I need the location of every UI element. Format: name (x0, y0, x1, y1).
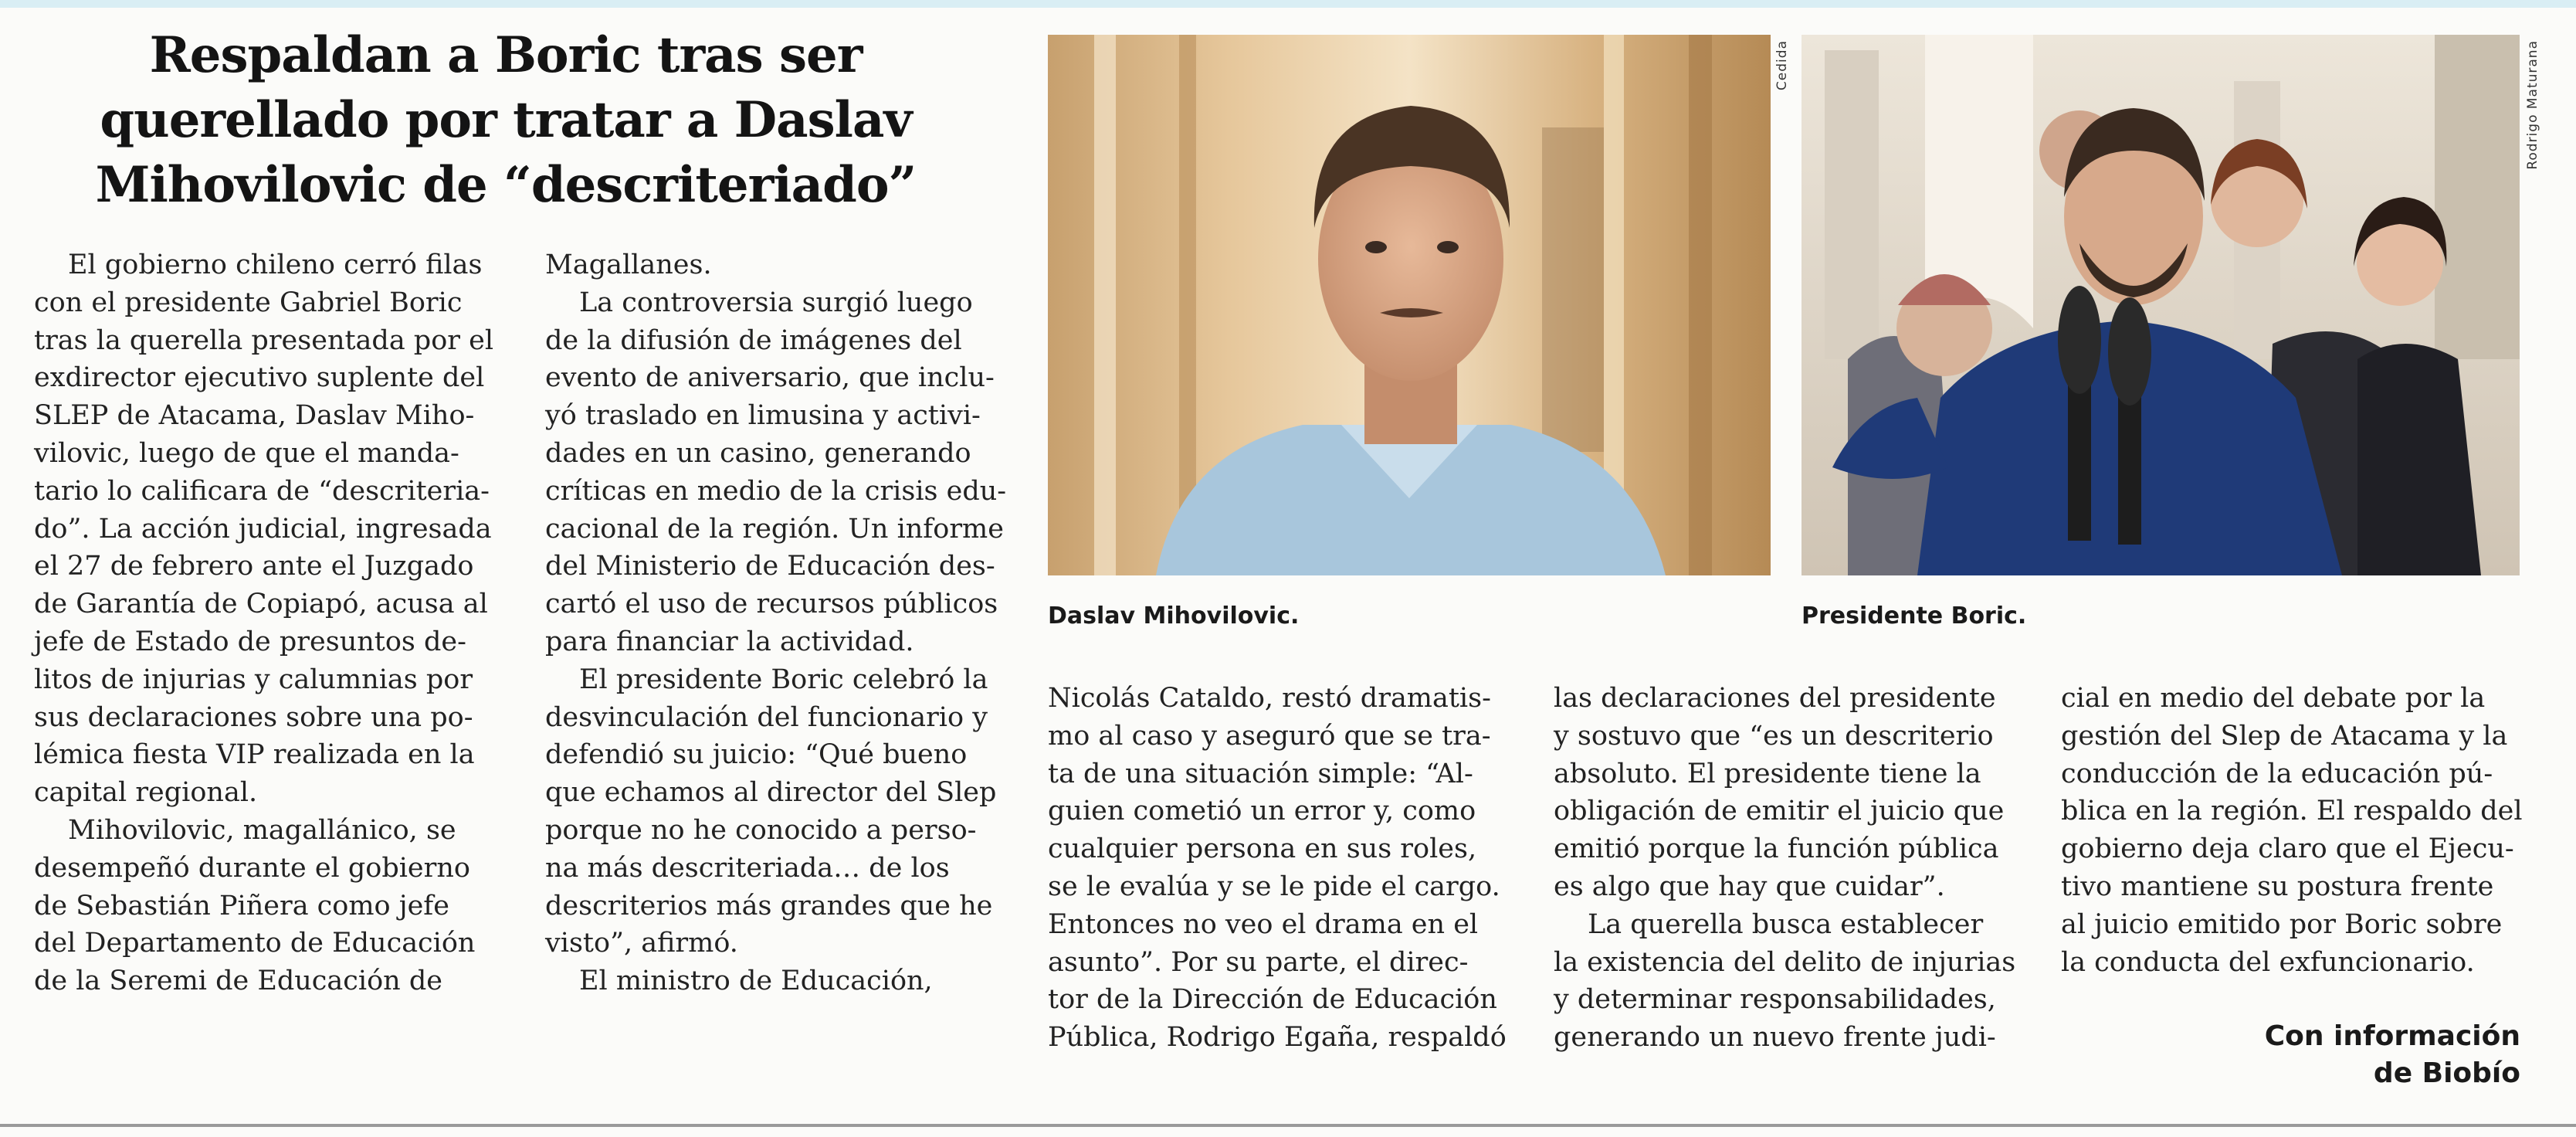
text-line: de Sebastián Piñera como jefe (34, 890, 449, 921)
text-line: La controversia surgió luego (579, 287, 973, 318)
text-line: la conducta del exfuncionario. (2061, 946, 2475, 978)
text-line: dades en un casino, generando (545, 437, 971, 469)
text-line: tario lo calificara de “descriteria- (34, 475, 490, 507)
text-line: y sostuvo que “es un descriterio (1554, 720, 1994, 752)
text-line: que echamos al director del Slep (545, 777, 997, 809)
signoff-line: Con información (2264, 1020, 2520, 1052)
photo-caption: Daslav Mihovilovic. (1048, 602, 1300, 630)
press-conference-illustration (1802, 35, 2520, 575)
photo-credit: Cedida (1774, 40, 1790, 91)
text-line: el 27 de febrero ante el Juzgado (34, 551, 474, 582)
text-line: es algo que hay que cuidar”. (1554, 871, 1945, 902)
text-line: sus declaraciones sobre una po- (34, 701, 473, 733)
text-line: Nicolás Cataldo, restó dramatis- (1048, 683, 1491, 714)
headline-line: Mihovilovic de “descriteriado” (95, 156, 917, 214)
text-line: porque no he conocido a perso- (545, 814, 977, 846)
text-line: yó traslado en limusina y activi- (545, 400, 981, 432)
text-line: cartó el uso de recursos públicos (545, 589, 998, 620)
text-line: la existencia del delito de injurias (1554, 946, 2016, 978)
article-column-4 (1554, 680, 2032, 1057)
text-line: Entonces no veo el drama en el (1048, 908, 1479, 940)
text-line: do”. La acción judicial, ingresada (34, 513, 492, 545)
text-line: y determinar responsabilidades, (1554, 984, 1996, 1016)
text-line: capital regional. (34, 777, 258, 809)
article-column-3 (1048, 680, 1527, 1057)
source-signoff (2265, 1018, 2520, 1092)
headline-line: querellado por tratar a Daslav (100, 91, 912, 149)
text-line: críticas en medio de la crisis edu- (545, 475, 1007, 507)
text-line: tivo mantiene su postura frente (2061, 871, 2494, 902)
text-line: tor de la Dirección de Educación (1048, 984, 1497, 1016)
text-line: del Ministerio de Educación des- (545, 551, 995, 582)
text-line: visto”, afirmó. (545, 928, 738, 959)
text-line: de la difusión de imágenes del (545, 324, 962, 356)
text-line: absoluto. El presidente tiene la (1554, 758, 1981, 789)
text-line: gobierno deja claro que el Ejecu- (2061, 833, 2514, 865)
text-line: Magallanes. (545, 249, 712, 280)
portrait-illustration (1048, 35, 1771, 575)
text-line: mo al caso y aseguró que se tra- (1048, 720, 1491, 752)
text-line: blica en la región. El respaldo del (2061, 796, 2523, 827)
text-line: El ministro de Educación, (579, 966, 933, 997)
text-line: jefe de Estado de presuntos de- (34, 626, 466, 657)
text-line: tras la querella presentada por el (34, 324, 494, 356)
text-line: La querella busca establecer (1588, 908, 1984, 940)
text-line: Mihovilovic, magallánico, se (68, 814, 456, 846)
article-column-5 (2061, 680, 2540, 981)
text-line: al juicio emitido por Boric sobre (2061, 908, 2503, 940)
text-line: na más descriteriada… de los (545, 852, 950, 884)
text-line: Pública, Rodrigo Egaña, respaldó (1048, 1022, 1507, 1054)
text-line: ta de una situación simple: “Al- (1048, 758, 1473, 789)
text-line: asunto”. Por su parte, el direc- (1048, 946, 1469, 978)
text-line: cacional de la región. Un informe (545, 513, 1004, 545)
photo-mihovilovic (1048, 35, 1771, 575)
text-line: con el presidente Gabriel Boric (34, 287, 463, 318)
article-column-2 (545, 246, 1024, 1000)
headline (31, 23, 981, 218)
text-line: generando un nuevo frente judi- (1554, 1022, 1996, 1054)
text-line: desvinculación del funcionario y (545, 701, 988, 733)
photo-caption: Presidente Boric. (1802, 602, 2027, 630)
text-line: las declaraciones del presidente (1554, 683, 1996, 714)
signoff-line: de Biobío (2373, 1057, 2520, 1089)
text-line: evento de aniversario, que inclu- (545, 362, 995, 394)
photo-credit: Rodrigo Maturana (2525, 40, 2540, 170)
text-line: gestión del Slep de Atacama y la (2061, 720, 2508, 752)
text-line: litos de injurias y calumnias por (34, 664, 473, 695)
text-line: El presidente Boric celebró la (579, 664, 988, 695)
headline-line: Respaldan a Boric tras ser (149, 26, 863, 84)
text-line: del Departamento de Educación (34, 928, 476, 959)
text-line: cualquier persona en sus roles, (1048, 833, 1477, 865)
text-line: defendió su juicio: “Qué bueno (545, 739, 968, 771)
bottom-rule (0, 1124, 2576, 1127)
article-column-1 (34, 246, 513, 1000)
text-line: se le evalúa y se le pide el cargo. (1048, 871, 1500, 902)
text-line: conducción de la educación pú- (2061, 758, 2493, 789)
text-line: emitió porque la función pública (1554, 833, 1999, 865)
text-line: exdirector ejecutivo suplente del (34, 362, 485, 394)
text-line: vilovic, luego de que el manda- (34, 437, 459, 469)
text-line: descriterios más grandes que he (545, 890, 993, 921)
text-line: de Garantía de Copiapó, acusa al (34, 589, 488, 620)
text-line: guien cometió un error y, como (1048, 796, 1476, 827)
top-color-band (0, 0, 2576, 8)
text-line: El gobierno chileno cerró filas (68, 249, 483, 280)
text-line: desempeñó durante el gobierno (34, 852, 470, 884)
text-line: para financiar la actividad. (545, 626, 914, 657)
text-line: de la Seremi de Educación de (34, 966, 442, 997)
text-line: SLEP de Atacama, Daslav Miho- (34, 400, 475, 432)
text-line: cial en medio del debate por la (2061, 683, 2486, 714)
photo-boric (1802, 35, 2520, 575)
text-line: obligación de emitir el juicio que (1554, 796, 2005, 827)
text-line: lémica fiesta VIP realizada en la (34, 739, 475, 771)
